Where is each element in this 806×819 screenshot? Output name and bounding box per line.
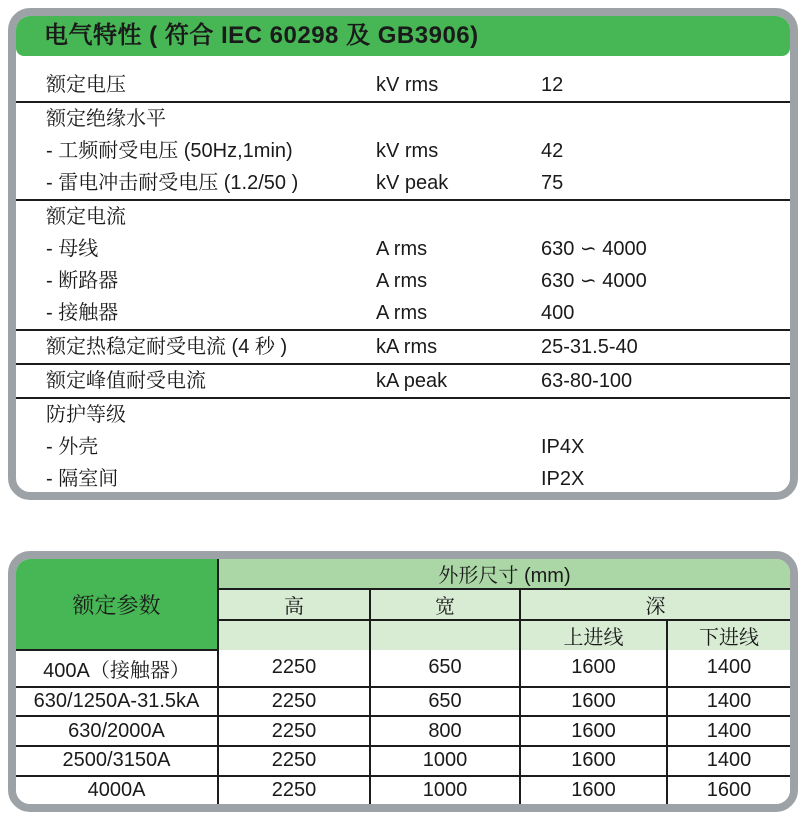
width-column-spacer [370, 620, 520, 650]
overall-dimensions-header: 外形尺寸 (mm) [218, 559, 790, 589]
spec-section [16, 399, 790, 495]
spec-row [16, 69, 790, 101]
spec-row [16, 135, 790, 167]
spec-section [16, 331, 790, 365]
param-cell: 2500/3150A [16, 746, 218, 776]
depth-bottom-entry-cell: 1600 [667, 776, 790, 804]
depth-top-entry-cell: 1600 [520, 776, 667, 804]
width-cell: 800 [370, 716, 520, 746]
spec-label: - 隔室间 [46, 468, 119, 490]
spec-row [16, 431, 790, 463]
height-column-spacer [218, 620, 370, 650]
spec-label: 额定电流 [46, 206, 126, 228]
spec-section [16, 69, 790, 103]
depth-top-entry-cell: 1600 [520, 650, 667, 687]
depth-bottom-entry-header: 下进线 [667, 620, 790, 650]
param-cell: 630/1250A-31.5kA [16, 687, 218, 717]
dimension-row [16, 746, 790, 776]
spec-label: 额定峰值耐受电流 [46, 370, 206, 392]
spec-row [16, 201, 790, 233]
width-cell: 1000 [370, 776, 520, 804]
spec-label: - 工频耐受电压 (50Hz,1min) [46, 140, 293, 162]
dimensions-table [16, 559, 790, 804]
spec-label: - 母线 [46, 238, 99, 260]
spec-label: - 断路器 [46, 270, 119, 292]
param-cell: 630/2000A [16, 716, 218, 746]
spec-value: 630 ∽ 4000 [541, 270, 647, 292]
depth-top-entry-cell: 1600 [520, 687, 667, 717]
width-column-header: 宽 [370, 589, 520, 620]
dimensions-tbody [16, 650, 790, 804]
height-cell: 2250 [218, 687, 370, 717]
spec-unit: kV rms [376, 74, 439, 96]
depth-column-header: 深 [520, 589, 790, 620]
spec-row [16, 399, 790, 431]
param-cell: 400A（接触器） [16, 650, 218, 687]
spec-label: - 外壳 [46, 436, 99, 458]
height-column-header: 高 [218, 589, 370, 620]
height-cell: 2250 [218, 746, 370, 776]
spec-unit: A rms [376, 302, 428, 324]
depth-bottom-entry-cell: 1400 [667, 716, 790, 746]
height-cell: 2250 [218, 776, 370, 804]
electrical-characteristics-title: 电气特性 ( 符合 IEC 60298 及 GB3906) [16, 16, 790, 56]
dimension-row [16, 776, 790, 804]
spec-row [16, 167, 790, 199]
spec-value: 25-31.5-40 [541, 336, 638, 358]
spec-sections [16, 56, 790, 495]
dimensions-table-wrap [16, 559, 790, 804]
spec-label: 额定绝缘水平 [46, 108, 166, 130]
electrical-characteristics-panel [8, 8, 798, 500]
spec-value: IP4X [541, 436, 585, 458]
spec-label: 防护等级 [46, 404, 126, 426]
spec-unit: kV rms [376, 140, 439, 162]
spec-value: 63-80-100 [541, 370, 633, 392]
param-cell: 4000A [16, 776, 218, 804]
spec-row [16, 265, 790, 297]
spec-value: 400 [541, 302, 575, 324]
spec-value: IP2X [541, 468, 585, 490]
spec-unit: kA rms [376, 336, 438, 358]
spec-row [16, 233, 790, 265]
spec-row [16, 365, 790, 397]
spec-label: 额定热稳定耐受电流 (4 秒 ) [46, 336, 288, 358]
spec-value: 42 [541, 140, 564, 162]
width-cell: 650 [370, 650, 520, 687]
spec-row [16, 331, 790, 363]
spec-label: 额定电压 [46, 74, 126, 96]
spec-label: - 接触器 [46, 302, 119, 324]
depth-top-entry-cell: 1600 [520, 716, 667, 746]
spec-row [16, 103, 790, 135]
spec-label: - 雷电冲击耐受电压 (1.2/50 ) [46, 172, 299, 194]
depth-bottom-entry-cell: 1400 [667, 650, 790, 687]
depth-top-entry-cell: 1600 [520, 746, 667, 776]
dimension-row [16, 687, 790, 717]
height-cell: 2250 [218, 716, 370, 746]
spec-unit: kV peak [376, 172, 449, 194]
spec-section [16, 365, 790, 399]
rated-parameters-header: 额定参数 [16, 559, 218, 650]
spec-unit: A rms [376, 238, 428, 260]
depth-top-entry-header: 上进线 [520, 620, 667, 650]
depth-bottom-entry-cell: 1400 [667, 687, 790, 717]
dimensions-panel [8, 551, 798, 812]
spec-value: 75 [541, 172, 564, 194]
spec-unit: A rms [376, 270, 428, 292]
spec-section [16, 103, 790, 201]
height-cell: 2250 [218, 650, 370, 687]
spec-section [16, 201, 790, 331]
spec-unit: kA peak [376, 370, 448, 392]
dimension-row [16, 716, 790, 746]
width-cell: 650 [370, 687, 520, 717]
spec-value: 12 [541, 74, 564, 96]
dimension-row [16, 650, 790, 687]
spec-row [16, 297, 790, 329]
width-cell: 1000 [370, 746, 520, 776]
depth-bottom-entry-cell: 1400 [667, 746, 790, 776]
spec-row [16, 463, 790, 495]
spec-value: 630 ∽ 4000 [541, 238, 647, 260]
